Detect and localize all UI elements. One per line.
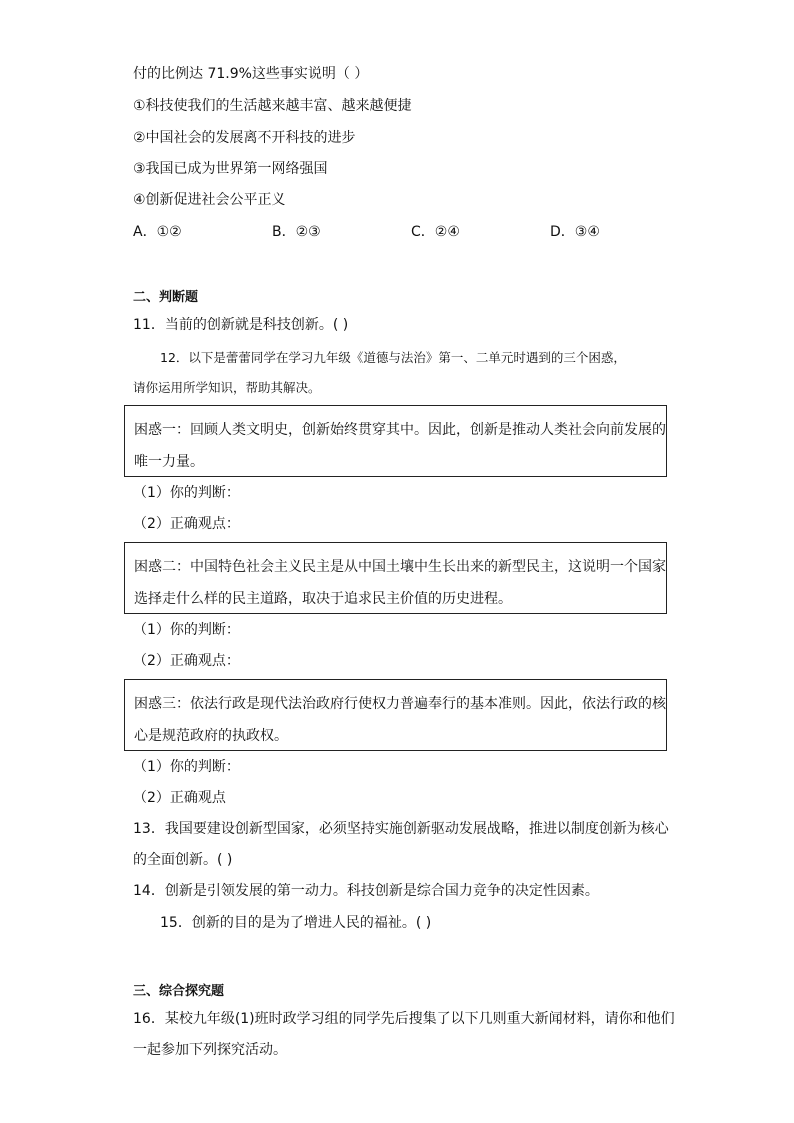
- option-a: A．①②: [133, 224, 182, 240]
- option-b: B．②③: [272, 224, 321, 240]
- judge-label-3: （1）你的判断：: [133, 759, 240, 775]
- q10-stem-tail: 付的比例达 71.9%这些事实说明（ ）: [133, 66, 369, 82]
- q10-item-2: ②中国社会的发展离不开科技的进步: [133, 130, 356, 146]
- q10-options: [133, 222, 689, 242]
- view-label-1: （2）正确观点：: [133, 516, 240, 532]
- section-3-title: 三、综合探究题: [133, 984, 225, 999]
- judge-label-1: （1）你的判断：: [133, 485, 240, 501]
- question-13-line-2: 的全面创新。( ): [133, 852, 233, 868]
- q10-item-4: ④创新促进社会公平正义: [133, 192, 286, 208]
- view-label-2: （2）正确观点：: [133, 653, 240, 669]
- question-16-line-1: 16．某校九年级(1)班时政学习组的同学先后搜集了以下几则重大新闻材料，请你和他们: [133, 1011, 675, 1027]
- section-2-title: 二、判断题: [133, 290, 199, 305]
- option-d: D．③④: [550, 224, 600, 240]
- question-14: 14．创新是引领发展的第一动力。科技创新是综合国力竞争的决定性因素。: [133, 883, 599, 899]
- view-label-3: （2）正确观点: [133, 790, 226, 806]
- judge-label-2: （1）你的判断：: [133, 622, 240, 638]
- q10-item-1: ①科技使我们的生活越来越丰富、越来越便捷: [133, 98, 412, 114]
- confusion-2-box: [124, 542, 667, 614]
- confusion-1-line-1: 困惑一：回顾人类文明史，创新始终贯穿其中。因此，创新是推动人类社会向前发展的: [134, 422, 666, 438]
- confusion-3-line-2: 心是规范政府的执政权。: [134, 728, 288, 744]
- question-13-line-1: 13．我国要建设创新型国家，必须坚持实施创新驱动发展战略，推进以制度创新为核心: [133, 821, 669, 837]
- option-c: C．②④: [411, 224, 460, 240]
- question-15: 15．创新的目的是为了增进人民的福祉。( ): [160, 915, 432, 931]
- confusion-2-line-2: 选择走什么样的民主道路，取决于追求民主价值的历史进程。: [134, 591, 512, 607]
- confusion-2-line-1: 困惑二：中国特色社会主义民主是从中国土壤中生长出来的新型民主，这说明一个国家: [134, 559, 666, 575]
- confusion-3-line-1: 困惑三：依法行政是现代法治政府行使权力普遍奉行的基本准则。因此，依法行政的核: [134, 696, 666, 712]
- confusion-1-line-2: 唯一力量。: [134, 454, 204, 470]
- question-12-intro-1: 12．以下是蕾蕾同学在学习九年级《道德与法治》第一、二单元时遇到的三个困惑，: [160, 350, 626, 365]
- confusion-3-box: [124, 679, 667, 751]
- question-12-intro-2: 请你运用所学知识，帮助其解决。: [133, 380, 321, 395]
- question-11: 11．当前的创新就是科技创新。( ): [133, 317, 349, 333]
- question-16-line-2: 一起参加下列探究活动。: [133, 1042, 287, 1058]
- q10-item-3: ③我国已成为世界第一网络强国: [133, 161, 328, 177]
- confusion-1-box: [124, 405, 667, 477]
